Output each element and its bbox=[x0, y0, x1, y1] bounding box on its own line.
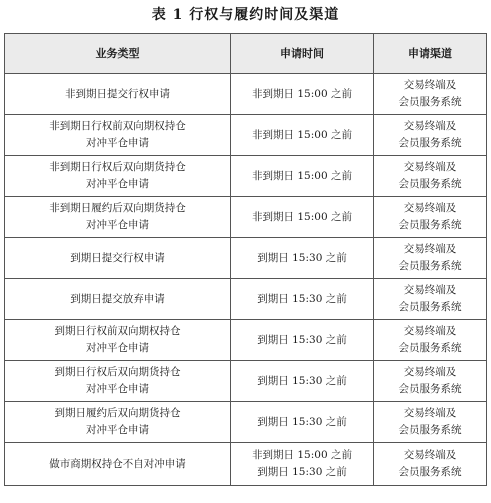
business-type-cell-line: 对冲平仓申请 bbox=[86, 219, 149, 231]
table-row bbox=[5, 238, 487, 279]
apply-channel-cell-line: 会员服务系统 bbox=[398, 219, 462, 231]
business-type-cell bbox=[5, 238, 231, 279]
table-row bbox=[5, 320, 487, 361]
apply-time-cell-line: 到期日 15:30 之前 bbox=[257, 333, 347, 346]
table-title: 表 1 行权与履约时间及渠道 bbox=[151, 7, 340, 23]
business-type-cell-line: 到期日提交行权申请 bbox=[70, 251, 165, 264]
business-type-cell-line: 对冲平仓申请 bbox=[86, 424, 149, 436]
business-type-cell-line: 对冲平仓申请 bbox=[86, 383, 149, 395]
header-apply-channel: 申请渠道 bbox=[374, 34, 487, 74]
business-type-cell bbox=[5, 279, 231, 320]
apply-channel-cell-line: 会员服务系统 bbox=[398, 260, 462, 272]
apply-time-cell-line: 非到期日 15:00 之前 bbox=[252, 449, 352, 461]
apply-time-cell bbox=[231, 320, 374, 361]
apply-channel-cell-line: 会员服务系统 bbox=[398, 301, 462, 313]
table-row bbox=[5, 443, 487, 486]
apply-time-cell-line: 非到期日 15:00 之前 bbox=[252, 128, 352, 141]
business-type-cell-line: 到期日行权后双向期货持仓 bbox=[54, 366, 181, 378]
business-type-cell-line: 对冲平仓申请 bbox=[86, 178, 149, 190]
business-type-cell-line: 非到期日提交行权申请 bbox=[65, 87, 170, 100]
business-type-cell-line: 对冲平仓申请 bbox=[86, 137, 149, 149]
table-row bbox=[5, 115, 487, 156]
apply-channel-cell bbox=[374, 115, 487, 156]
apply-time-cell bbox=[231, 74, 374, 115]
table-row bbox=[5, 156, 487, 197]
apply-channel-cell-line: 交易终端及 bbox=[403, 325, 457, 337]
apply-channel-cell-line: 会员服务系统 bbox=[398, 466, 462, 478]
apply-channel-cell bbox=[374, 197, 487, 238]
table-row bbox=[5, 197, 487, 238]
business-type-cell bbox=[5, 156, 231, 197]
apply-channel-cell-line: 交易终端及 bbox=[403, 366, 457, 378]
header-business-type: 业务类型 bbox=[5, 34, 231, 74]
apply-channel-cell-line: 会员服务系统 bbox=[398, 342, 462, 354]
apply-time-cell-line: 到期日 15:30 之前 bbox=[257, 292, 347, 305]
business-type-cell bbox=[5, 361, 231, 402]
apply-time-cell-line: 非到期日 15:00 之前 bbox=[252, 87, 352, 100]
header-row bbox=[5, 34, 487, 74]
business-type-cell-line: 非到期日行权前双向期权持仓 bbox=[49, 120, 186, 132]
business-type-cell-line: 到期日行权前双向期权持仓 bbox=[54, 325, 181, 337]
apply-channel-cell bbox=[374, 443, 487, 486]
apply-time-cell-line: 非到期日 15:00 之前 bbox=[252, 169, 352, 182]
table-row bbox=[5, 361, 487, 402]
apply-time-cell-line: 到期日 15:30 之前 bbox=[257, 415, 347, 428]
table-row bbox=[5, 402, 487, 443]
apply-time-cell-line: 到期日 15:30 之前 bbox=[257, 251, 347, 264]
apply-time-cell bbox=[231, 402, 374, 443]
business-type-cell-line: 非到期日行权后双向期货持仓 bbox=[49, 161, 186, 173]
business-type-cell bbox=[5, 115, 231, 156]
apply-time-cell bbox=[231, 279, 374, 320]
business-type-cell-line: 对冲平仓申请 bbox=[86, 342, 149, 354]
apply-time-cell bbox=[231, 156, 374, 197]
business-type-cell bbox=[5, 74, 231, 115]
apply-time-cell bbox=[231, 443, 374, 486]
business-type-cell bbox=[5, 320, 231, 361]
apply-channel-cell-line: 会员服务系统 bbox=[398, 96, 462, 108]
table-row bbox=[5, 279, 487, 320]
header-apply-time: 申请时间 bbox=[231, 34, 374, 74]
apply-channel-cell bbox=[374, 156, 487, 197]
exercise-schedule-table bbox=[4, 33, 487, 486]
apply-time-cell bbox=[231, 238, 374, 279]
apply-channel-cell-line: 交易终端及 bbox=[403, 161, 457, 173]
apply-channel-cell-line: 会员服务系统 bbox=[398, 178, 462, 190]
apply-channel-cell-line: 会员服务系统 bbox=[398, 383, 462, 395]
apply-channel-cell bbox=[374, 361, 487, 402]
apply-channel-cell-line: 交易终端及 bbox=[403, 120, 457, 132]
apply-time-cell-line: 到期日 15:30 之前 bbox=[257, 466, 347, 478]
apply-channel-cell-line: 交易终端及 bbox=[403, 243, 457, 255]
apply-channel-cell-line: 交易终端及 bbox=[403, 449, 457, 461]
business-type-cell bbox=[5, 402, 231, 443]
apply-channel-cell-line: 交易终端及 bbox=[403, 79, 457, 91]
apply-channel-cell bbox=[374, 279, 487, 320]
business-type-cell-line: 到期日提交放弃申请 bbox=[70, 292, 165, 305]
apply-channel-cell bbox=[374, 74, 487, 115]
business-type-cell-line: 非到期日履约后双向期货持仓 bbox=[49, 202, 186, 214]
apply-time-cell bbox=[231, 115, 374, 156]
apply-time-cell-line: 到期日 15:30 之前 bbox=[257, 374, 347, 387]
business-type-cell bbox=[5, 197, 231, 238]
apply-channel-cell bbox=[374, 320, 487, 361]
apply-channel-cell-line: 交易终端及 bbox=[403, 284, 457, 296]
table-row bbox=[5, 74, 487, 115]
apply-channel-cell-line: 会员服务系统 bbox=[398, 137, 462, 149]
apply-channel-cell bbox=[374, 402, 487, 443]
apply-time-cell bbox=[231, 361, 374, 402]
business-type-cell-line: 做市商期权持仓不自对冲申请 bbox=[49, 457, 186, 470]
apply-time-cell bbox=[231, 197, 374, 238]
business-type-cell bbox=[5, 443, 231, 486]
business-type-cell-line: 到期日履约后双向期货持仓 bbox=[54, 407, 181, 419]
apply-channel-cell-line: 会员服务系统 bbox=[398, 424, 462, 436]
apply-channel-cell-line: 交易终端及 bbox=[403, 202, 457, 214]
apply-time-cell-line: 非到期日 15:00 之前 bbox=[252, 210, 352, 223]
apply-channel-cell-line: 交易终端及 bbox=[403, 407, 457, 419]
apply-channel-cell bbox=[374, 238, 487, 279]
